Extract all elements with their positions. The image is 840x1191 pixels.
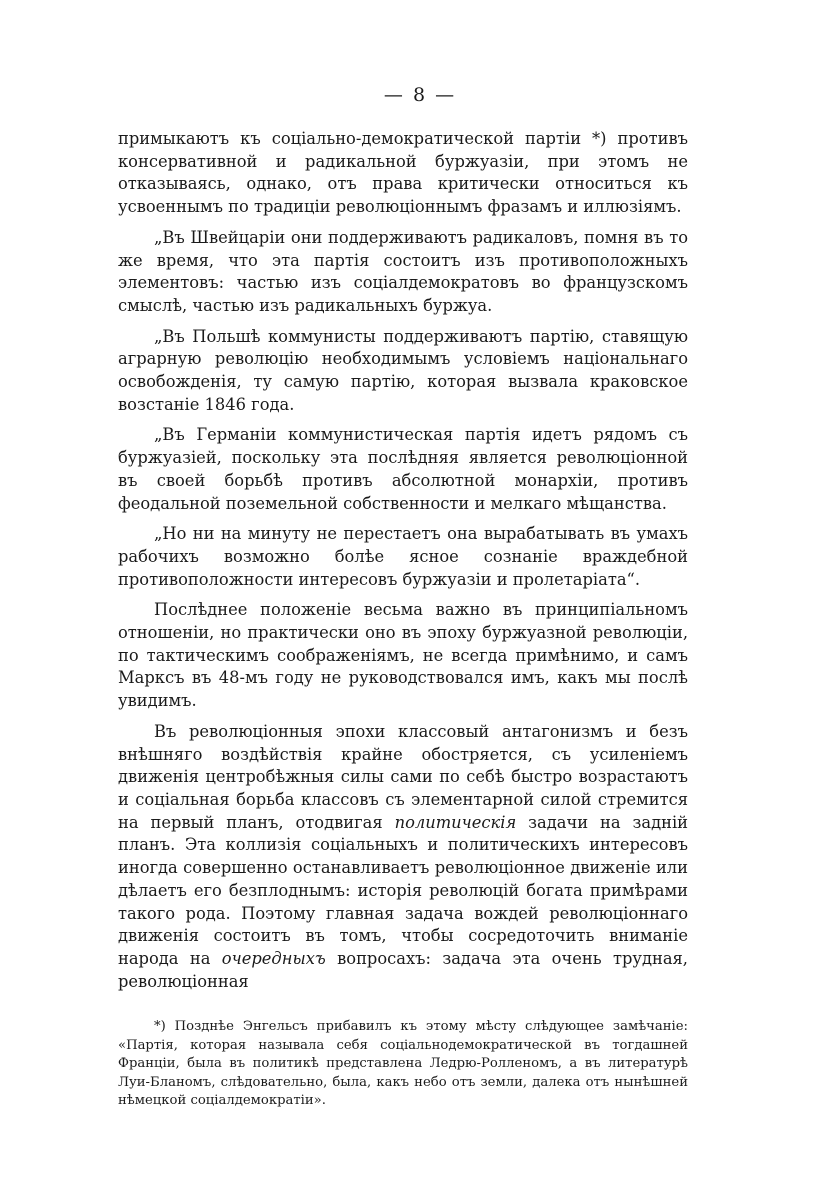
paragraph-7-part-c: вопросахъ: задача эта очень трудная, революціонная [118, 948, 688, 991]
paragraph-7-emphasis-2: очередныхъ [221, 948, 326, 968]
page-number: — 8 — [383, 84, 457, 106]
footnote: *) Позднѣе Энгельсъ прибавилъ къ этому мѣсту слѣдующее замѣчаніе: «Партія, которая называла себя соціальнодемократической въ тогдашней Франціи, была въ политикѣ представлена Ледрю-Ролленомъ, а въ литературѣ Луи-Бланомъ, слѣдовательно, была, какъ небо отъ земли, далека отъ нынѣшней нѣмецкой соціалдемократіи». [118, 1019, 688, 1108]
paragraph-7-part-a: Въ революціонныя эпохи классовый антагонизмъ и безъ внѣшняго воздѣйствія крайне обостряется, съ усиленіемъ движенія центробѣжныя силы сами по себѣ быстро возрастаютъ и соціальная борьба классовъ съ элементарной силой стремится на первый планъ, отодвигая [118, 721, 688, 832]
main-text [118, 128, 688, 1001]
paragraph-2: „Въ Швейцаріи они поддерживаютъ радикаловъ, помня въ то же время, что эта партія состоитъ изъ противоположныхъ элементовъ: частью изъ соціалдемократовъ во французскомъ смыслѣ, частью изъ радикальныхъ буржуа. [118, 227, 688, 315]
paragraph-1: примыкаютъ къ соціально-демократической партіи *) противъ консервативной и радикальной буржуазіи, при этомъ не отказываясь, однако, отъ права критически относиться къ усвоеннымъ по традиціи революціоннымъ фразамъ и иллюзіямъ. [118, 129, 688, 217]
paragraph-6: Послѣднее положеніе весьма важно въ принципіальномъ отношеніи, но практически оно въ эпоху буржуазной революціи, по тактическимъ соображеніямъ, не всегда примѣнимо, и самъ Марксъ въ 48-мъ году не руководствовался имъ, какъ мы послѣ увидимъ. [118, 600, 688, 711]
paragraph-3: „Въ Польшѣ коммунисты поддерживаютъ партію, ставящую аграрную революцію необходимымъ условіемъ національнаго освобожденія, ту самую партію, которая вызвала краковское возстаніе 1846 года. [118, 326, 688, 414]
paragraph-7-part-b: задачи на задній планъ. Эта коллизія соціальныхъ и политическихъ интересовъ иногда совершенно останавливаетъ революціонное движеніе или дѣлаетъ его безплоднымъ: исторія революцій богата примѣрами такого рода. Поэтому главная задача вождей революціоннаго движенія состоитъ въ томъ, чтобы сосредоточить вниманіе народа на [118, 812, 689, 968]
paragraph-5: „Но ни на минуту не перестаетъ она вырабатывать въ умахъ рабочихъ возможно болѣе ясное сознаніе враждебной противоположности интересовъ буржуазіи и пролетаріата“. [118, 524, 688, 589]
paragraph-7 [118, 721, 688, 993]
paragraph-7-emphasis-1: политическія [394, 812, 517, 832]
paragraph-4: „Въ Германіи коммунистическая партія идетъ рядомъ съ буржуазіей, поскольку эта послѣдняя является революціонной въ своей борьбѣ противъ абсолютной монархіи, противъ феодальной поземельной собственности и мелкаго мѣщанства. [118, 425, 688, 513]
